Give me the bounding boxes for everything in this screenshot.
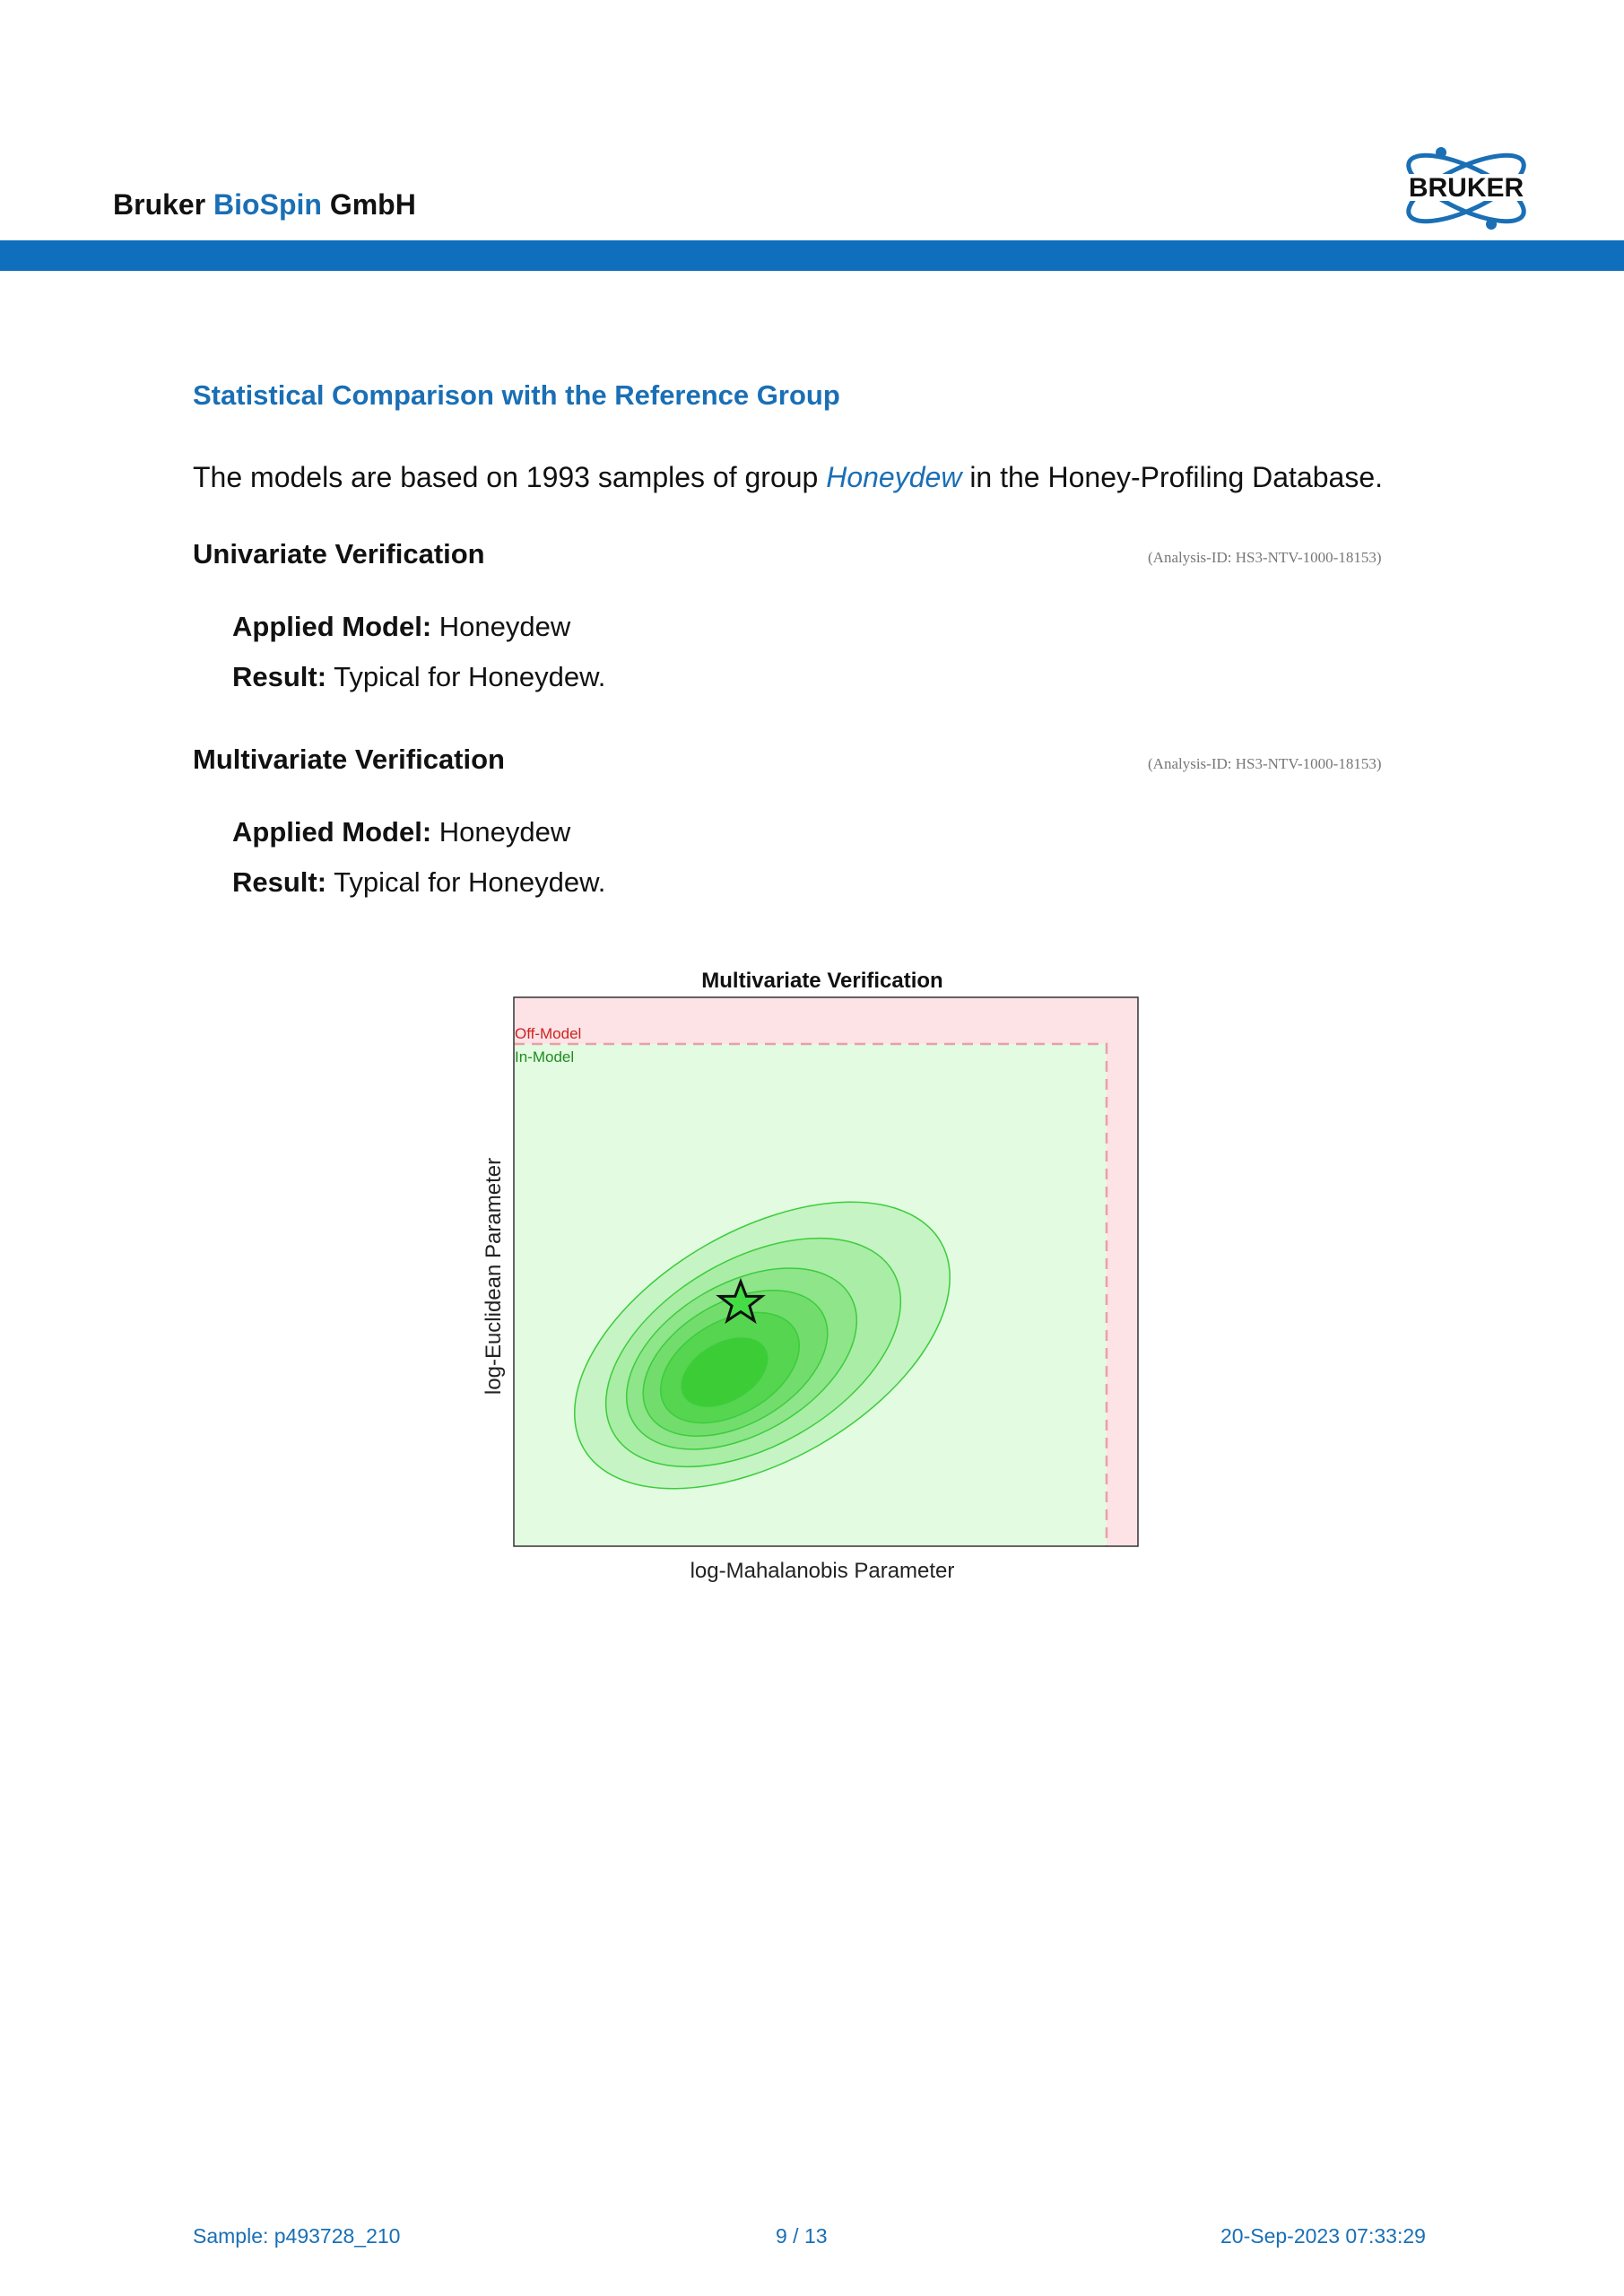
multivariate-result [232,866,605,899]
in-model-label: In-Model [515,1048,575,1065]
result-value: Typical for Honeydew. [334,661,606,692]
company-name [113,188,416,222]
logo-text: BRUKER [1408,173,1524,203]
bruker-logo [1385,144,1547,233]
applied-model-label: Applied Model: [232,611,432,642]
company-name-part2: BioSpin [213,188,322,221]
header-band [0,240,1624,271]
multivariate-heading: Multivariate Verification [193,744,505,775]
applied-model-value: Honeydew [439,816,571,848]
multivariate-chart-svg [466,960,1166,1587]
chart-title: Multivariate Verification [701,969,943,993]
multivariate-analysis-id: (Analysis-ID: HS3-NTV-1000-18153) [1148,755,1382,772]
y-axis-label: log-Euclidean Parameter [482,1157,506,1396]
multivariate-applied-model [232,816,570,848]
footer-datetime: 20-Sep-2023 07:33:29 [1220,2224,1426,2248]
result-value: Typical for Honeydew. [334,866,606,898]
atom-logo-icon [1385,144,1547,233]
applied-model-value: Honeydew [439,611,571,642]
intro-paragraph [193,461,1383,494]
section-title: Statistical Comparison with the Reference Group [193,379,840,411]
footer-sample: Sample: p493728_210 [193,2224,401,2248]
univariate-result [232,661,605,693]
x-axis-label: log-Mahalanobis Parameter [690,1559,955,1583]
result-label: Result: [232,866,327,898]
univariate-applied-model [232,611,570,643]
footer-page-number: 9 / 13 [776,2224,828,2248]
company-name-part3: GmbH [329,188,416,221]
univariate-analysis-id: (Analysis-ID: HS3-NTV-1000-18153) [1148,549,1382,566]
intro-text-after: in the Honey-Profiling Database. [969,461,1384,493]
company-name-part1: Bruker [113,188,206,221]
intro-text-before: The models are based on 1993 samples of group [193,461,819,493]
multivariate-chart [466,960,1166,1587]
result-label: Result: [232,661,327,692]
univariate-heading: Univariate Verification [193,538,485,570]
off-model-label: Off-Model [515,1025,582,1042]
reference-group-link[interactable]: Honeydew [826,461,962,493]
applied-model-label: Applied Model: [232,816,432,848]
